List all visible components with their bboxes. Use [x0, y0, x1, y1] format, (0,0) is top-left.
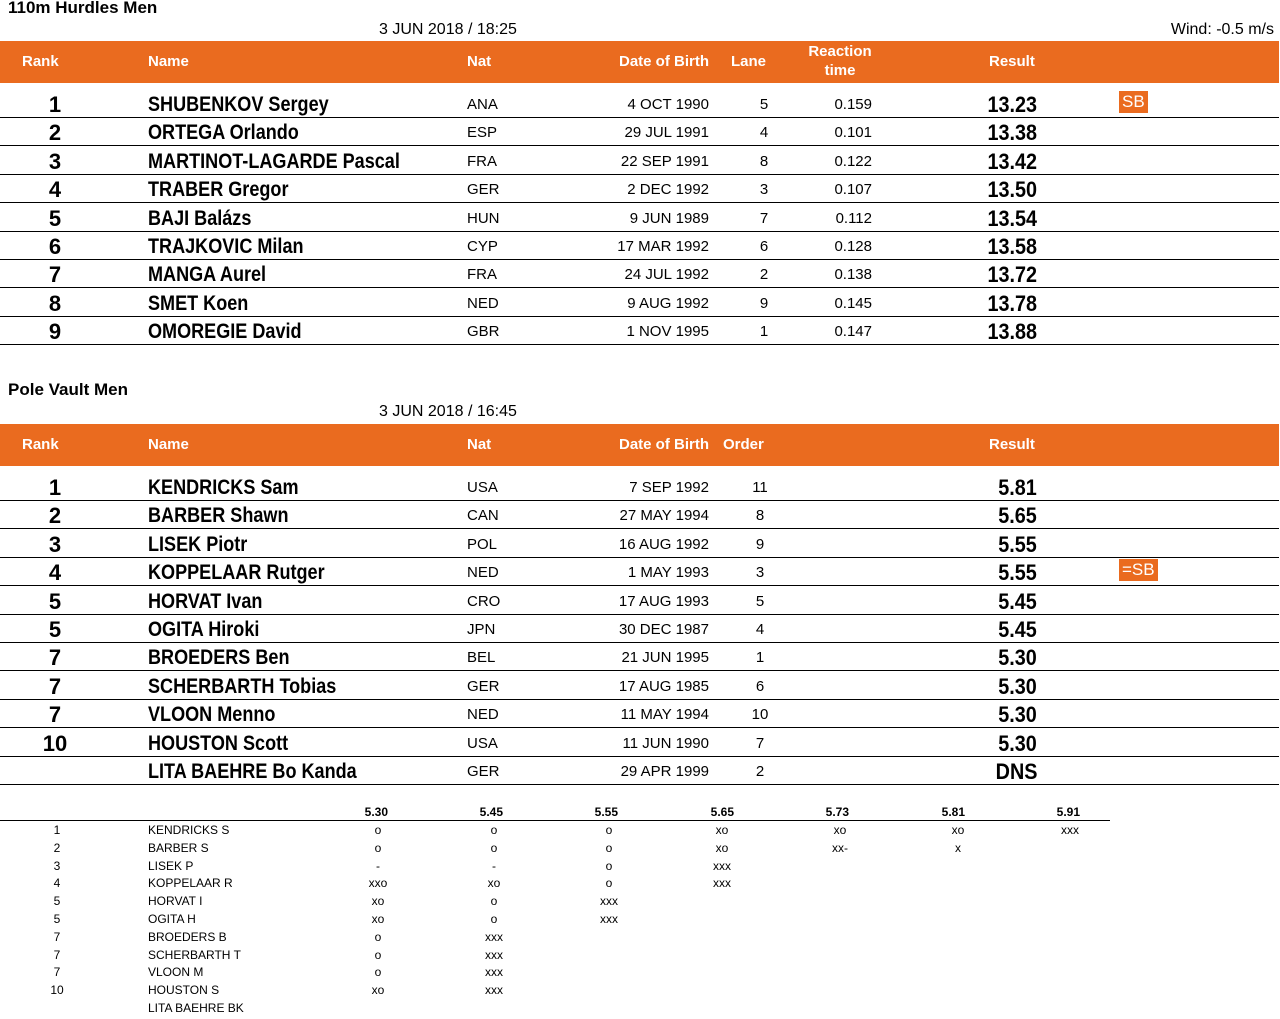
athlete-reaction: 0.147 — [834, 323, 872, 341]
attempts-name: LISEK P — [148, 858, 194, 873]
attempts-name: BARBER S — [148, 840, 209, 855]
attempt-mark: xo — [371, 894, 385, 909]
athlete-result: 5.45 — [998, 588, 1037, 614]
header-name: Name — [148, 436, 189, 453]
athlete-lane: 2 — [759, 266, 769, 284]
attempt-mark: xxo — [368, 876, 388, 891]
attempts-name: LITA BAEHRE BK — [148, 1001, 244, 1015]
athlete-reaction: 0.138 — [834, 266, 872, 284]
header-name: Name — [148, 53, 189, 70]
athlete-reaction: 0.145 — [834, 294, 872, 312]
athlete-nat: NED — [467, 564, 499, 582]
athlete-result: 5.30 — [998, 702, 1037, 728]
table-row — [0, 288, 1279, 317]
attempts-row — [0, 948, 1110, 966]
athlete-name: OGITA Hiroki — [148, 618, 260, 641]
athlete-rank: 3 — [48, 531, 62, 557]
athlete-dob: 17 MAR 1992 — [617, 238, 709, 255]
athlete-nat: ESP — [467, 124, 498, 142]
athlete-nat: POL — [467, 535, 498, 553]
athlete-name: VLOON Menno — [148, 703, 276, 727]
table-row — [0, 174, 1279, 203]
athlete-nat: FRA — [467, 266, 497, 284]
athlete-nat: FRA — [467, 152, 497, 170]
table-row — [0, 586, 1279, 615]
athlete-dob: 2 DEC 1992 — [627, 181, 709, 199]
table-row — [0, 699, 1279, 728]
athlete-reaction: 0.107 — [834, 181, 872, 199]
attempt-mark: xo — [487, 876, 501, 891]
athlete-nat: HUN — [467, 209, 500, 227]
athlete-name: SMET Koen — [148, 291, 249, 315]
attempt-mark: o — [374, 965, 382, 980]
attempt-mark: o — [374, 929, 382, 944]
attempt-mark: o — [374, 840, 382, 855]
athlete-order: 10 — [751, 706, 769, 724]
attempts-row — [0, 859, 1110, 877]
athlete-dob: 17 AUG 1985 — [618, 677, 709, 695]
athlete-reaction: 0.101 — [834, 124, 872, 142]
athlete-dob: 9 AUG 1992 — [627, 294, 709, 312]
attempt-mark: xxx — [485, 947, 503, 962]
athlete-dob: 11 JUN 1990 — [622, 734, 709, 752]
polevault-title: Pole Vault Men — [8, 380, 128, 399]
record-badge: =SB — [1119, 559, 1158, 581]
athlete-lane: 4 — [759, 124, 769, 142]
record-badge: SB — [1119, 91, 1148, 113]
attempt-mark: x — [955, 840, 961, 855]
athlete-rank: 7 — [48, 645, 62, 671]
athlete-rank: 4 — [48, 177, 62, 203]
athlete-result: 5.55 — [998, 531, 1037, 557]
athlete-result: 13.42 — [987, 148, 1037, 174]
attempts-row — [0, 894, 1110, 912]
athlete-nat: USA — [467, 479, 498, 496]
attempts-row — [0, 930, 1110, 948]
athlete-dob: 16 AUG 1992 — [618, 535, 709, 553]
athlete-rank: 2 — [48, 120, 62, 146]
athlete-rank: 5 — [48, 617, 62, 642]
attempt-mark: o — [490, 840, 498, 855]
attempt-mark: xxx — [600, 894, 618, 909]
athlete-result: DNS — [995, 759, 1037, 784]
athlete-nat: GBR — [467, 323, 500, 341]
athlete-rank: 1 — [48, 475, 62, 500]
athlete-result: 13.58 — [987, 234, 1037, 259]
attempt-mark: xo — [715, 840, 729, 855]
athlete-dob: 9 JUN 1989 — [629, 209, 709, 227]
athlete-dob: 29 JUL 1991 — [624, 124, 709, 142]
header-nat: Nat — [467, 436, 492, 453]
table-row — [0, 89, 1279, 118]
athlete-rank: 4 — [48, 560, 62, 586]
athlete-nat: CRO — [467, 592, 501, 610]
athlete-dob: 30 DEC 1987 — [618, 621, 709, 638]
header-dob: Date of Birth — [619, 53, 709, 70]
athlete-result: 13.54 — [987, 205, 1037, 231]
attempt-mark: o — [605, 858, 613, 873]
table-row — [0, 614, 1279, 643]
athlete-lane: 8 — [759, 152, 769, 170]
athlete-name: LISEK Piotr — [148, 532, 248, 556]
athlete-name: LITA BAEHRE Bo Kanda — [148, 760, 357, 783]
attempts-rank: 4 — [53, 876, 61, 891]
header-nat: Nat — [467, 53, 492, 70]
heights-divider — [0, 820, 1110, 821]
header-rank: Rank — [22, 436, 59, 453]
attempts-row — [0, 983, 1110, 1001]
athlete-lane: 1 — [759, 323, 769, 341]
attempts-name: OGITA H — [148, 912, 196, 926]
athlete-order: 9 — [755, 535, 765, 553]
header-result: Result — [989, 436, 1035, 453]
attempt-mark: xxx — [485, 929, 503, 944]
athlete-result: 13.50 — [987, 177, 1037, 203]
table-row — [0, 500, 1279, 529]
attempt-mark: - — [492, 858, 496, 873]
table-row — [0, 642, 1279, 671]
athlete-reaction: 0.122 — [834, 152, 872, 170]
attempt-mark: xo — [951, 823, 965, 837]
attempts-name: VLOON M — [148, 965, 204, 980]
athlete-rank: 5 — [48, 588, 62, 614]
height-label: 5.45 — [479, 805, 503, 819]
athlete-name: BARBER Shawn — [148, 504, 289, 528]
attempts-row — [0, 841, 1110, 859]
attempt-mark: xxx — [1061, 823, 1079, 837]
athlete-dob: 27 MAY 1994 — [619, 507, 709, 525]
attempts-rank: 7 — [53, 965, 61, 980]
athlete-dob: 29 APR 1999 — [620, 763, 709, 780]
athlete-dob: 22 SEP 1991 — [620, 152, 709, 170]
attempt-mark: xo — [833, 823, 847, 837]
attempt-mark: xo — [371, 912, 385, 926]
athlete-name: BAJI Balázs — [148, 206, 252, 230]
header-rank: Rank — [22, 53, 59, 70]
athlete-name: ORTEGA Orlando — [148, 121, 299, 145]
athlete-nat: NED — [467, 294, 499, 312]
athlete-name: SCHERBARTH Tobias — [148, 674, 337, 698]
table-row — [0, 117, 1279, 146]
athlete-order: 6 — [755, 677, 765, 695]
attempt-mark: o — [374, 823, 382, 837]
attempt-mark: xxx — [713, 858, 731, 873]
athlete-order: 4 — [755, 621, 765, 638]
polevault-header — [0, 424, 1279, 466]
athlete-rank: 7 — [48, 673, 62, 699]
heights-header — [0, 805, 1110, 819]
table-row — [0, 557, 1279, 586]
athlete-rank: 5 — [48, 205, 62, 231]
athlete-name: MARTINOT-LAGARDE Pascal — [148, 149, 400, 173]
attempts-rank: 3 — [53, 858, 61, 873]
height-label: 5.65 — [710, 805, 734, 819]
attempts-rank: 10 — [50, 983, 64, 998]
height-label: 5.30 — [364, 805, 388, 819]
attempt-mark: - — [376, 858, 380, 873]
attempts-name: HORVAT I — [148, 894, 203, 909]
attempt-mark: xx- — [832, 840, 848, 855]
athlete-name: KOPPELAAR Rutger — [148, 561, 325, 585]
athlete-name: KENDRICKS Sam — [148, 476, 299, 499]
attempts-name: BROEDERS B — [148, 929, 227, 944]
hurdles-title: 110m Hurdles Men — [8, 0, 158, 17]
attempt-mark: o — [490, 823, 498, 837]
athlete-rank: 2 — [48, 503, 62, 529]
athlete-name: OMOREGIE David — [148, 320, 302, 344]
attempts-rank: 7 — [53, 929, 61, 944]
athlete-order: 5 — [755, 592, 765, 610]
athlete-reaction: 0.112 — [835, 209, 872, 227]
athlete-name: HOUSTON Scott — [148, 731, 289, 755]
athlete-dob: 1 MAY 1993 — [627, 564, 709, 582]
attempt-mark: o — [490, 894, 498, 909]
attempts-row — [0, 1001, 1110, 1019]
athlete-lane: 3 — [759, 181, 769, 199]
athlete-lane: 7 — [759, 209, 769, 227]
attempts-name: HOUSTON S — [148, 983, 220, 998]
attempts-rank: 2 — [53, 840, 61, 855]
athlete-order: 7 — [755, 734, 765, 752]
athlete-nat: JPN — [467, 621, 496, 638]
attempts-rank: 7 — [53, 947, 61, 962]
athlete-rank: 3 — [48, 148, 62, 174]
height-label: 5.91 — [1056, 805, 1080, 819]
height-label: 5.73 — [825, 805, 849, 819]
attempt-mark: o — [605, 823, 613, 837]
attempt-mark: o — [605, 876, 613, 891]
athlete-name: TRAJKOVIC Milan — [148, 235, 304, 258]
table-row — [0, 529, 1279, 558]
athlete-dob: 7 SEP 1992 — [629, 479, 709, 496]
athlete-rank: 10 — [42, 730, 68, 756]
header-reaction: Reaction time — [808, 43, 872, 79]
attempts-name: KOPPELAAR R — [148, 876, 233, 891]
hurdles-header — [0, 41, 1279, 83]
athlete-nat: NED — [467, 706, 499, 724]
athlete-name: HORVAT Ivan — [148, 589, 263, 613]
athlete-nat: USA — [467, 734, 498, 752]
athlete-nat: BEL — [467, 649, 496, 667]
attempt-mark: xxx — [485, 983, 503, 998]
athlete-order: 8 — [755, 507, 765, 525]
athlete-nat: CYP — [467, 238, 498, 255]
athlete-reaction: 0.128 — [834, 238, 872, 255]
athlete-order: 1 — [755, 649, 765, 667]
athlete-dob: 4 OCT 1990 — [627, 96, 709, 113]
athlete-name: BROEDERS Ben — [148, 646, 290, 670]
header-result: Result — [989, 53, 1035, 70]
athlete-rank: 9 — [48, 319, 62, 345]
table-row — [0, 756, 1279, 785]
athlete-nat: GER — [467, 763, 500, 780]
athlete-result: 13.72 — [987, 262, 1037, 288]
athlete-rank: 8 — [48, 290, 62, 316]
table-row — [0, 316, 1279, 345]
athlete-order: 3 — [755, 564, 765, 582]
athlete-lane: 6 — [759, 238, 769, 255]
attempt-mark: xo — [371, 983, 385, 998]
attempt-mark: o — [374, 947, 382, 962]
athlete-result: 13.38 — [987, 120, 1037, 146]
athlete-name: TRABER Gregor — [148, 178, 289, 202]
attempts-row — [0, 912, 1110, 930]
athlete-result: 5.30 — [998, 673, 1037, 699]
athlete-result: 13.78 — [987, 290, 1037, 316]
attempts-rank: 1 — [53, 823, 61, 837]
athlete-lane: 9 — [759, 294, 769, 312]
athlete-name: SHUBENKOV Sergey — [148, 93, 329, 116]
attempt-mark: xxx — [485, 965, 503, 980]
athlete-order: 11 — [752, 479, 768, 496]
height-label: 5.81 — [941, 805, 965, 819]
hurdles-datetime: 3 JUN 2018 / 18:25 — [379, 21, 517, 38]
header-lane: Lane — [731, 53, 767, 70]
table-row — [0, 203, 1279, 232]
attempt-mark: xxx — [713, 876, 731, 891]
athlete-result: 5.30 — [998, 645, 1037, 671]
athlete-result: 5.55 — [998, 560, 1037, 586]
attempt-mark: o — [490, 912, 498, 926]
athlete-rank: 6 — [48, 234, 62, 259]
table-row — [0, 146, 1279, 175]
header-order: Order — [723, 436, 764, 453]
athlete-dob: 21 JUN 1995 — [621, 649, 709, 667]
athlete-nat: ANA — [467, 96, 498, 113]
athlete-name: MANGA Aurel — [148, 263, 267, 287]
table-row — [0, 472, 1279, 501]
athlete-dob: 11 MAY 1994 — [620, 706, 709, 724]
polevault-datetime: 3 JUN 2018 / 16:45 — [379, 403, 517, 420]
athlete-result: 5.81 — [998, 475, 1037, 500]
table-row — [0, 671, 1279, 700]
athlete-result: 13.23 — [987, 92, 1037, 117]
attempts-row — [0, 876, 1110, 894]
attempt-mark: xo — [715, 823, 729, 837]
athlete-result: 5.30 — [998, 730, 1037, 756]
athlete-nat: CAN — [467, 507, 499, 525]
attempts-name: KENDRICKS S — [148, 823, 230, 837]
attempts-rank: 5 — [53, 894, 61, 909]
table-row — [0, 728, 1279, 757]
athlete-rank: 7 — [48, 702, 62, 728]
attempts-rank: 5 — [53, 912, 61, 926]
attempts-row — [0, 965, 1110, 983]
hurdles-wind: Wind: -0.5 m/s — [1170, 21, 1274, 38]
height-label: 5.55 — [594, 805, 618, 819]
athlete-reaction: 0.159 — [834, 96, 872, 113]
athlete-dob: 17 AUG 1993 — [618, 592, 709, 610]
table-row — [0, 259, 1279, 288]
athlete-result: 5.65 — [998, 503, 1037, 529]
athlete-dob: 24 JUL 1992 — [624, 266, 709, 284]
athlete-order: 2 — [755, 763, 765, 780]
athlete-result: 5.45 — [998, 617, 1037, 642]
attempt-mark: o — [605, 840, 613, 855]
athlete-nat: GER — [467, 677, 500, 695]
attempt-mark: xxx — [600, 912, 618, 926]
athlete-result: 13.88 — [987, 319, 1037, 345]
attempts-name: SCHERBARTH T — [148, 947, 241, 962]
athlete-lane: 5 — [759, 96, 769, 113]
table-row — [0, 231, 1279, 260]
athlete-nat: GER — [467, 181, 500, 199]
attempts-row — [0, 823, 1110, 841]
athlete-dob: 1 NOV 1995 — [626, 323, 709, 341]
athlete-rank: 7 — [48, 262, 62, 288]
athlete-rank: 1 — [48, 92, 62, 117]
header-dob: Date of Birth — [619, 436, 709, 453]
